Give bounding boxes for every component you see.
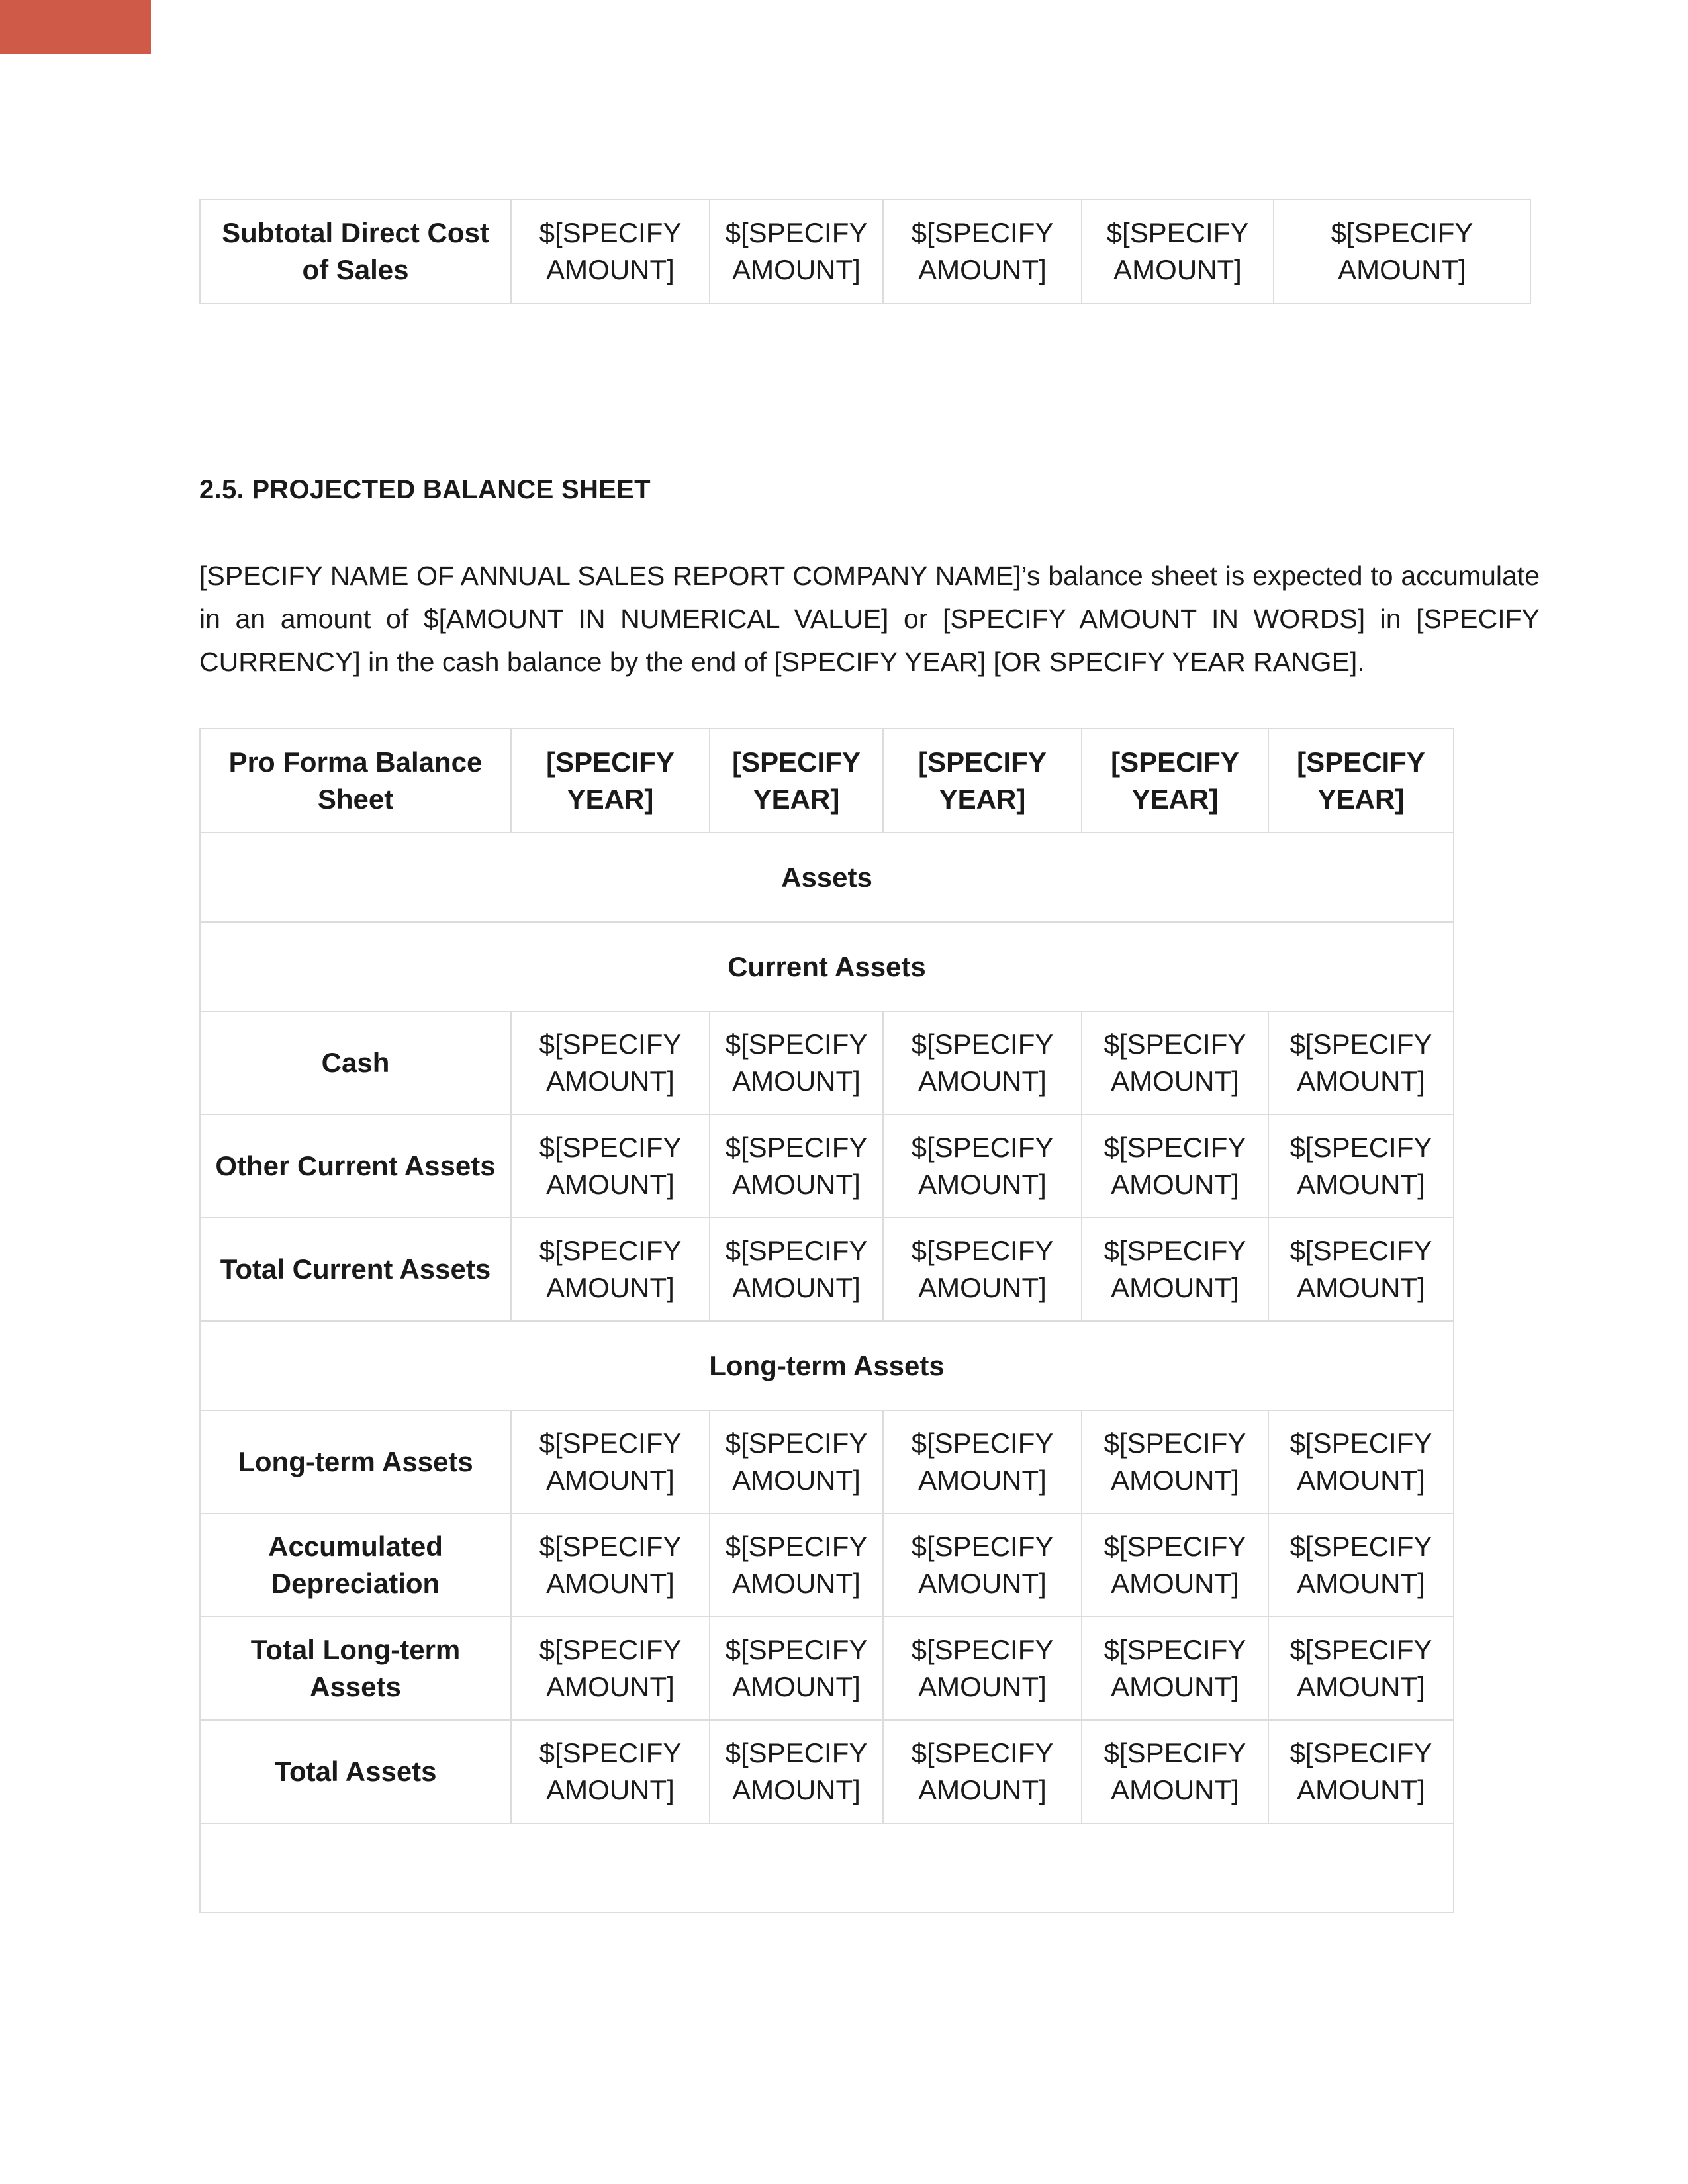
year-header: [SPECIFY YEAR] bbox=[1082, 729, 1268, 833]
empty-cell bbox=[200, 1823, 1454, 1913]
amount-cell: $[SPECIFY AMOUNT] bbox=[710, 1218, 883, 1321]
table-row bbox=[200, 1011, 1454, 1115]
longterm-assets-section-row bbox=[200, 1321, 1454, 1410]
amount-cell: $[SPECIFY AMOUNT] bbox=[883, 1617, 1082, 1720]
amount-cell: $[SPECIFY AMOUNT] bbox=[710, 1410, 883, 1514]
section-heading: 2.5. PROJECTED BALANCE SHEET bbox=[199, 475, 651, 504]
table-row bbox=[200, 1410, 1454, 1514]
table-header-row bbox=[200, 729, 1454, 833]
pro-forma-balance-sheet-table bbox=[199, 728, 1454, 1913]
page-corner-tab bbox=[0, 0, 151, 54]
amount-cell: $[SPECIFY AMOUNT] bbox=[710, 1115, 883, 1218]
table-row bbox=[200, 1115, 1454, 1218]
amount-cell: $[SPECIFY AMOUNT] bbox=[883, 1720, 1082, 1823]
year-header: [SPECIFY YEAR] bbox=[710, 729, 883, 833]
current-assets-section-row bbox=[200, 922, 1454, 1011]
table-row bbox=[200, 1218, 1454, 1321]
longterm-assets-section-title: Long-term Assets bbox=[200, 1321, 1454, 1410]
amount-cell: $[SPECIFY AMOUNT] bbox=[710, 1617, 883, 1720]
amount-cell: $[SPECIFY AMOUNT] bbox=[1268, 1720, 1454, 1823]
amount-cell: $[SPECIFY AMOUNT] bbox=[1274, 199, 1530, 304]
row-label: Other Current Assets bbox=[200, 1115, 511, 1218]
amount-cell: $[SPECIFY AMOUNT] bbox=[883, 1410, 1082, 1514]
amount-cell: $[SPECIFY AMOUNT] bbox=[1268, 1011, 1454, 1115]
amount-cell: $[SPECIFY AMOUNT] bbox=[1082, 199, 1274, 304]
table-row bbox=[200, 1617, 1454, 1720]
amount-cell: $[SPECIFY AMOUNT] bbox=[710, 1514, 883, 1617]
subtotal-direct-cost-row bbox=[200, 199, 1530, 304]
amount-cell: $[SPECIFY AMOUNT] bbox=[511, 1514, 710, 1617]
amount-cell: $[SPECIFY AMOUNT] bbox=[883, 199, 1082, 304]
amount-cell: $[SPECIFY AMOUNT] bbox=[511, 1011, 710, 1115]
amount-cell: $[SPECIFY AMOUNT] bbox=[883, 1514, 1082, 1617]
table-row bbox=[200, 1514, 1454, 1617]
current-assets-section-title: Current Assets bbox=[200, 922, 1454, 1011]
amount-cell: $[SPECIFY AMOUNT] bbox=[1082, 1218, 1268, 1321]
amount-cell: $[SPECIFY AMOUNT] bbox=[1268, 1514, 1454, 1617]
amount-cell: $[SPECIFY AMOUNT] bbox=[511, 199, 710, 304]
row-label: Long-term Assets bbox=[200, 1410, 511, 1514]
year-header: [SPECIFY YEAR] bbox=[883, 729, 1082, 833]
table-row bbox=[200, 1720, 1454, 1823]
amount-cell: $[SPECIFY AMOUNT] bbox=[511, 1410, 710, 1514]
amount-cell: $[SPECIFY AMOUNT] bbox=[1268, 1410, 1454, 1514]
amount-cell: $[SPECIFY AMOUNT] bbox=[710, 1720, 883, 1823]
header-label: Pro Forma Balance Sheet bbox=[200, 729, 511, 833]
amount-cell: $[SPECIFY AMOUNT] bbox=[883, 1011, 1082, 1115]
amount-cell: $[SPECIFY AMOUNT] bbox=[511, 1218, 710, 1321]
amount-cell: $[SPECIFY AMOUNT] bbox=[511, 1115, 710, 1218]
amount-cell: $[SPECIFY AMOUNT] bbox=[1268, 1115, 1454, 1218]
amount-cell: $[SPECIFY AMOUNT] bbox=[1268, 1617, 1454, 1720]
amount-cell: $[SPECIFY AMOUNT] bbox=[710, 1011, 883, 1115]
row-label: Total Assets bbox=[200, 1720, 511, 1823]
amount-cell: $[SPECIFY AMOUNT] bbox=[511, 1617, 710, 1720]
amount-cell: $[SPECIFY AMOUNT] bbox=[1268, 1218, 1454, 1321]
amount-cell: $[SPECIFY AMOUNT] bbox=[883, 1218, 1082, 1321]
row-label: Subtotal Direct Cost of Sales bbox=[200, 199, 511, 304]
amount-cell: $[SPECIFY AMOUNT] bbox=[1082, 1115, 1268, 1218]
year-header: [SPECIFY YEAR] bbox=[1268, 729, 1454, 833]
amount-cell: $[SPECIFY AMOUNT] bbox=[511, 1720, 710, 1823]
amount-cell: $[SPECIFY AMOUNT] bbox=[1082, 1617, 1268, 1720]
assets-section-title: Assets bbox=[200, 833, 1454, 922]
direct-cost-subtotal-table bbox=[199, 199, 1531, 304]
row-label: Accumulated Depreciation bbox=[200, 1514, 511, 1617]
amount-cell: $[SPECIFY AMOUNT] bbox=[883, 1115, 1082, 1218]
amount-cell: $[SPECIFY AMOUNT] bbox=[1082, 1514, 1268, 1617]
row-label: Cash bbox=[200, 1011, 511, 1115]
year-header: [SPECIFY YEAR] bbox=[511, 729, 710, 833]
section-paragraph: [SPECIFY NAME OF ANNUAL SALES REPORT COMPANY NAME]’s balance sheet is expected to accumulate in an amount of $[AMOUNT IN NUMERICAL VALUE] or [SPECIFY AMOUNT IN WORDS] in [SPECIFY CURRENCY] in the cash balance by the end of [SPECIFY YEAR] [OR SPECIFY YEAR RANGE]. bbox=[199, 561, 1540, 677]
amount-cell: $[SPECIFY AMOUNT] bbox=[710, 199, 883, 304]
empty-row bbox=[200, 1823, 1454, 1913]
assets-section-row bbox=[200, 833, 1454, 922]
amount-cell: $[SPECIFY AMOUNT] bbox=[1082, 1410, 1268, 1514]
row-label: Total Current Assets bbox=[200, 1218, 511, 1321]
amount-cell: $[SPECIFY AMOUNT] bbox=[1082, 1011, 1268, 1115]
amount-cell: $[SPECIFY AMOUNT] bbox=[1082, 1720, 1268, 1823]
row-label: Total Long-term Assets bbox=[200, 1617, 511, 1720]
